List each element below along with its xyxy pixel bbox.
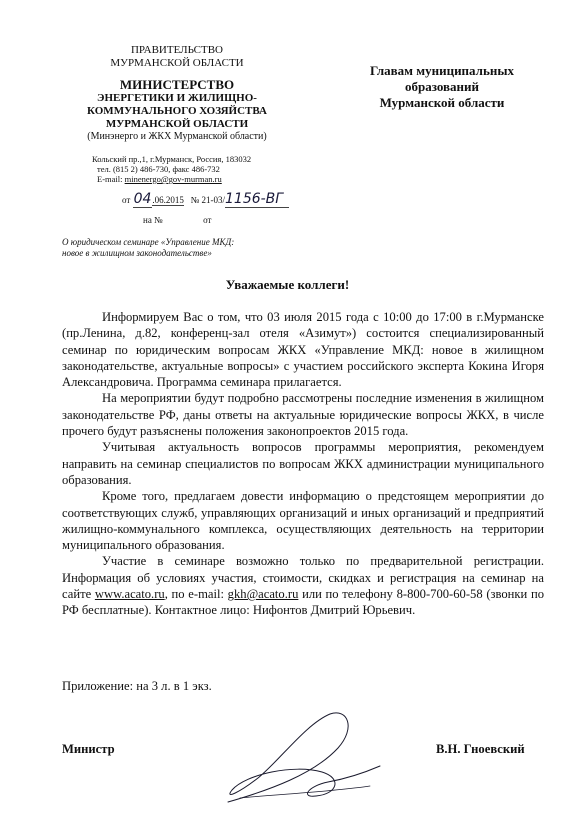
registration-paragraph [62,553,544,618]
number-prefix: № 21-03/ [190,195,225,205]
ministry-name [62,77,292,131]
email-link[interactable]: minenergo@gov-murman.ru [124,174,222,184]
date-rest: .06.2015 [152,195,184,205]
signatory-position: Министр [62,742,115,756]
addressee-line-2: образований [404,79,480,94]
handwritten-day: 04 [133,191,152,207]
paragraph: Информируем Вас о том, что 03 июля 2015 года с 10:00 до 17:00 в г.Мурманске (пр.Ленина, д.82, конференц-зал отеля «Азимут») состоится специализированный семинар по юридическим вопросам ЖКХ «Управление МКД: новое в жилищном законодательстве, актуальные вопросы» с участием российского эксперта Кокина Игоря Александровича. Программа семинара прилагается. [62,310,544,390]
signatory-name: В.Н. Гноевский [436,742,525,756]
registration-text-phone: или по телефону 8-800-700-60-58 (звонки по РФ бесплатные). Контактное лицо: Нифонтов Дмитрий Юрьевич. [62,587,545,618]
registration-text: Участие в семинаре возможно только по предварительной регистрации. Информация об условиях участия, стоимости, скидках и регистрация на семинар на сайте [62,554,544,602]
paragraph: Кроме того, предлагаем довести информацию о предстоящем мероприятии до соответствующих служб, управляющих организаций и иных организаций и предприятий жилищно-коммунального комплекса, осуществляющих деятельность на территории муниципального образования. [62,489,544,553]
date-prefix: от [122,195,131,205]
registration-text-email: , по e-mail: [164,587,228,602]
handwritten-number: 1156-ВГ [225,191,289,208]
address: Кольский пр.,1, г.Мурманск, Россия, 183032 [92,154,252,164]
government-name [62,44,292,70]
addressee-line-1: Главам муниципальных [370,63,514,78]
government-line-1: ПРАВИТЕЛЬСТВО [130,44,223,56]
ministry-line-2: КОММУНАЛЬНОГО ХОЗЯЙСТВА [87,105,267,117]
email-line [97,174,222,184]
reply-from-label: от [203,215,212,225]
reply-reference [143,215,211,225]
contact-email-link[interactable]: gkh@acato.ru [227,587,299,602]
ministry-title: МИНИСТЕРСТВО [119,77,235,92]
document-date-number [122,191,289,207]
phone-fax: тел. (815 2) 486-730, факс 486-732 [97,164,220,174]
email-label: E-mail: [97,174,125,184]
ministry-line-1: ЭНЕРГЕТИКИ И ЖИЛИЩНО- [97,92,257,104]
ministry-line-3: МУРМАНСКОЙ ОБЛАСТИ [105,118,249,130]
government-line-2: МУРМАНСКОЙ ОБЛАСТИ [110,57,244,69]
addressee-line-3: Мурманской области [379,95,505,110]
paragraph: Учитывая актуальность вопросов программы мероприятия, рекомендуем направить на семинар специалистов по вопросам ЖКХ администрации муниципального образования. [62,440,544,487]
handwritten-signature [210,702,390,814]
addressee [352,63,532,111]
letter-body [62,309,544,619]
subject-line-2: новое в жилищном законодательстве» [62,248,212,258]
site-link[interactable]: www.acato.ru [94,587,165,602]
reply-to-label: на № [143,215,163,225]
subject-line-1: О юридическом семинаре «Управление МКД: [62,237,235,247]
ministry-short-name: (Минэнерго и ЖКХ Мурманской области) [87,131,267,142]
paragraph: На мероприятии будут подробно рассмотрены последние изменения в жилищном законодательстве РФ, даны ответы на актуальные юридические вопросы ЖКХ, в числе прочего будут разъяснены положения законопроектов 2015 года. [62,391,544,439]
greeting: Уважаемые коллеги! [225,277,350,292]
subject [62,237,234,259]
attachment-note: Приложение: на 3 л. в 1 экз. [62,679,212,693]
